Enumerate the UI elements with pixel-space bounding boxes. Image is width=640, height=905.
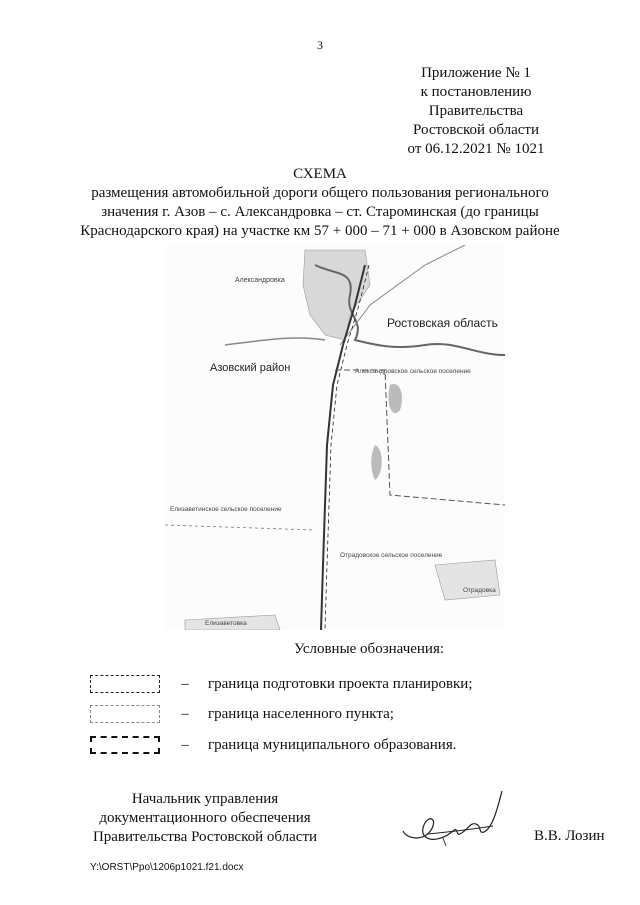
title-line-1: размещения автомобильной дороги общего пользования регионального: [91, 185, 549, 201]
legend-row-municipal-boundary: [90, 733, 456, 757]
map-drawing: [165, 245, 505, 630]
legend-dash: –: [181, 675, 189, 692]
legend-dash: –: [181, 736, 189, 753]
title-heading: СХЕМА: [293, 166, 347, 182]
legend-row-project-boundary: [90, 672, 473, 696]
document-title: [60, 165, 580, 241]
legend-swatch-project-boundary: [90, 675, 160, 693]
signer-position: [90, 790, 320, 847]
page-number: 3: [317, 38, 323, 52]
legend-swatch-settlement-boundary: [90, 705, 160, 723]
label-elizavetovka: Елизаветовка: [205, 620, 247, 627]
legend-label-settlement-boundary: граница населенного пункта;: [208, 705, 394, 722]
handwritten-signature: [398, 786, 508, 856]
legend-swatch-municipal-boundary: [90, 736, 160, 754]
appendix-block: [366, 64, 586, 159]
label-rostov-oblast: Ростовская область: [387, 316, 498, 330]
label-elizavetinskoe-settlement: Елизаветинское сельское поселение: [170, 506, 282, 513]
scheme-map: [165, 245, 505, 630]
signature-drawing: [398, 786, 508, 856]
legend-title: Условные обозначения:: [294, 641, 445, 657]
appendix-line-2: к постановлению: [420, 84, 532, 100]
position-line-1: Начальник управления: [131, 791, 279, 807]
label-azov-district: Азовский район: [210, 362, 291, 374]
position-line-3: Правительства Ростовской области: [92, 829, 318, 845]
title-line-2: значения г. Азов – с. Александровка – ст. Староминская (до границы: [101, 204, 539, 220]
appendix-line-3: Правительства: [428, 103, 524, 119]
legend-row-settlement-boundary: [90, 702, 394, 726]
legend-dash: –: [181, 705, 189, 722]
appendix-line-4: Ростовской области: [413, 122, 539, 138]
legend-label-municipal-boundary: граница муниципального образования.: [208, 736, 457, 753]
appendix-line-1: Приложение № 1: [421, 65, 531, 81]
file-path-footer: Y:\ORST\Ppo\1206p1021.f21.docx: [90, 862, 244, 873]
position-line-2: документационного обеспечения: [99, 810, 311, 826]
legend-label-project-boundary: граница подготовки проекта планировки;: [208, 675, 473, 692]
otradovka-area: [435, 560, 500, 600]
label-aleksandrovka: Александровка: [235, 277, 285, 284]
signer-name: В.В. Лозин: [534, 828, 605, 844]
appendix-line-5: от 06.12.2021 № 1021: [407, 141, 545, 157]
label-otradovka: Отрадовка: [463, 587, 496, 594]
label-otradovskoe-settlement: Отрадовское сельское поселение: [340, 552, 443, 559]
title-line-3: Краснодарского края) на участке км 57 + 000 – 71 + 000 в Азовском районе: [80, 223, 560, 239]
label-aleksandrovskoe-settlement: Александровское сельское поселение: [355, 368, 471, 375]
